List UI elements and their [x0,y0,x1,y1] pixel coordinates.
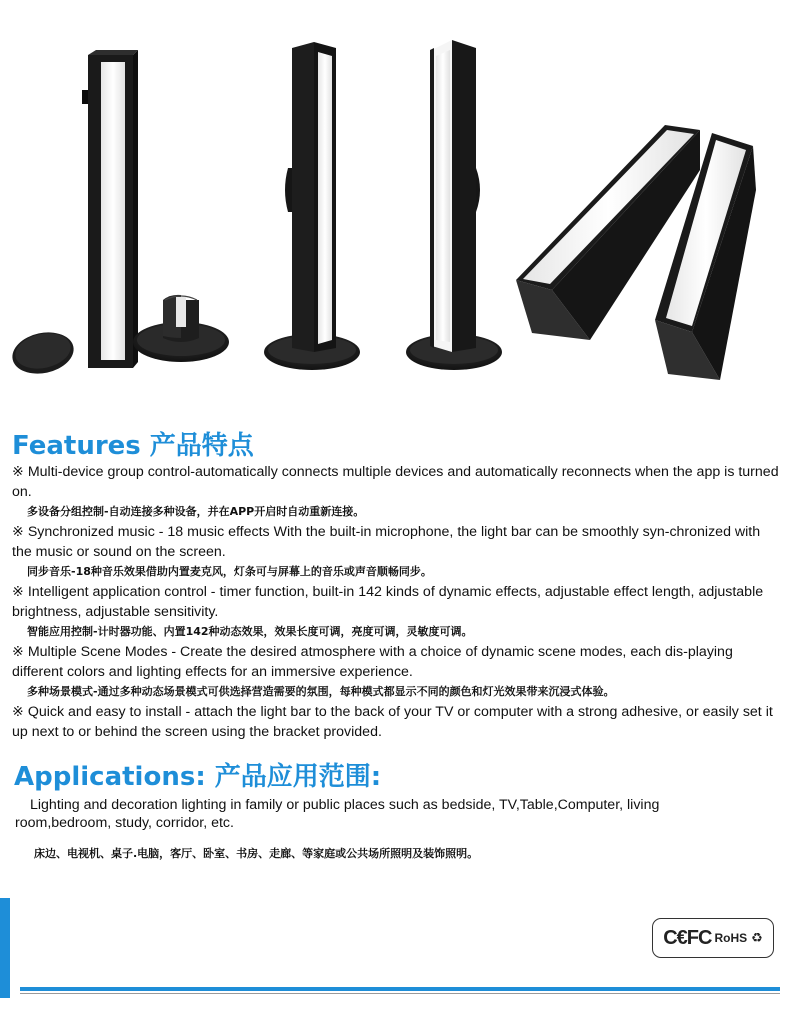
feature-text-zh: 多种场景模式-通过多种动态场景模式可供选择营造需要的氛围，每种模式都显示不同的颜色和灯光效果带来沉浸式体验。 [27,685,615,698]
light-bar-on-stand-2 [406,40,502,370]
feature-text-en: ※ Synchronized music - 18 music effects With the built-in microphone, the light bar can be smoothly syn-chronized with the music or sound on the screen. [12,524,761,560]
light-bar-standing [82,50,138,368]
feature-text-en: ※ Multi-device group control-automatically connects multiple devices and automatically reconnects when the app is turned on. [12,464,779,500]
adhesive-pad [9,327,78,379]
feature-item [12,522,782,581]
product-illustration [0,0,790,400]
footer-divider-gray [20,993,780,994]
feature-text-en: ※ Intelligent application control - timer function, built-in 142 kinds of dynamic effects, adjustable effect length, adjustable brightness, adjustable sensitivity. [12,584,764,620]
rohs-mark: RoHS [714,931,748,945]
feature-text-zh: 智能应用控制-计时器功能、内置142种动态效果，效果长度可调，亮度可调，灵敏度可调。 [27,625,473,638]
feature-item [12,702,782,742]
left-accent-bar [0,898,10,998]
feature-item [12,582,782,641]
mounting-bracket [133,295,229,362]
footer-divider-blue [20,987,780,991]
features-title: Features 产品特点 [12,431,254,461]
feature-list [12,462,782,743]
ce-fc-marks: C€FC [663,926,712,949]
applications-title: Applications: 产品应用范围: [14,762,382,792]
feature-item [12,642,782,701]
applications-text-zh: 床边、电视机、桌子.电脑，客厅、卧室、书房、走廊、等家庭或公共场所照明及装饰照明。 [34,847,479,860]
feature-text-zh: 多设备分组控制-自动连接多种设备，并在APP开启时自动重新连接。 [27,505,365,518]
product-renders [0,0,790,400]
recycle-icon: ♻ [751,930,763,946]
light-bar-on-stand-1 [264,42,360,370]
applications-text-en: Lighting and decoration lighting in family or public places such as bedside, TV,Table,Computer, living room,bedroom, study, corridor, etc. [15,797,660,831]
feature-text-zh: 同步音乐-18种音乐效果借助内置麦克风，灯条可与屏幕上的音乐或声音顺畅同步。 [27,565,432,578]
certification-badge [652,918,774,958]
feature-text-en: ※ Multiple Scene Modes - Create the desired atmosphere with a choice of dynamic scene modes, each dis-playing different colors and lighting effects for an immersive experience. [12,644,733,680]
feature-text-en: ※ Quick and easy to install - attach the light bar to the back of your TV or computer with a strong adhesive, or easily set it up next to or behind the screen using the bracket provided. [12,704,773,740]
feature-item [12,462,782,521]
